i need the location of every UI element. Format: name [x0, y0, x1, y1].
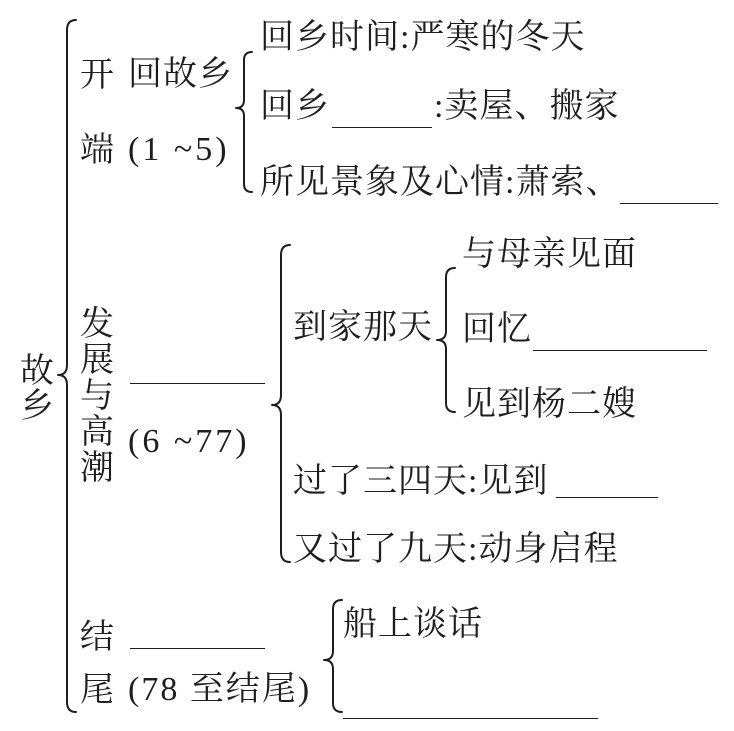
- item-text: 又过了九天:动身启程: [293, 531, 619, 568]
- item-text: :卖屋、搬家: [434, 88, 620, 125]
- main-brace: [58, 20, 76, 712]
- item-text: 回乡: [260, 88, 330, 125]
- item-text: 船上谈话: [343, 606, 483, 643]
- brace-arrival-day: [437, 268, 455, 412]
- item-text: 所见景象及心情:萧索、: [260, 164, 621, 201]
- item-text: 与母亲见面: [462, 236, 637, 273]
- opening-item-scene: [260, 166, 718, 204]
- item-text: 回忆: [462, 311, 532, 348]
- arrival-day-item-memory: [462, 313, 707, 351]
- section-summary-blank-ending: [130, 648, 265, 649]
- opening-item-purpose: [260, 90, 619, 128]
- item-text: 回乡时间:严寒的冬天: [260, 19, 586, 56]
- development-item-arrival-day: 到家那天: [293, 309, 433, 346]
- root-topic-label: 故乡: [20, 352, 54, 425]
- item-text: 见到杨二嫂: [462, 386, 637, 423]
- ending-item-boat-talk: [343, 608, 483, 642]
- section-range-development: (6 ~77): [128, 423, 250, 460]
- brace-development: [272, 245, 290, 562]
- section-summary-blank-development: [130, 383, 265, 384]
- ending-item-blank: [343, 718, 598, 719]
- section-label-opening: 开端: [80, 56, 114, 169]
- arrival-day-item-meet-mother: [462, 238, 637, 272]
- development-item-nine-days-later: [293, 533, 618, 567]
- answer-blank: [620, 166, 718, 204]
- development-item-few-days-later: [293, 465, 658, 499]
- answer-blank: [556, 465, 658, 498]
- opening-item-time: [260, 21, 585, 55]
- section-label-development: 发展与高潮: [80, 306, 114, 487]
- section-range-ending: (78 至结尾): [128, 671, 312, 708]
- brace-opening: [236, 52, 252, 192]
- brace-ending: [324, 600, 342, 712]
- answer-blank: [533, 313, 707, 351]
- section-summary-opening: 回故乡: [128, 56, 233, 93]
- answer-blank: [332, 90, 432, 128]
- section-label-ending: 结尾: [80, 618, 114, 709]
- arrival-day-item-meet-yang: [462, 388, 637, 422]
- item-text: 过了三四天:见到: [293, 463, 549, 500]
- section-range-opening: (1 ~5): [128, 131, 230, 168]
